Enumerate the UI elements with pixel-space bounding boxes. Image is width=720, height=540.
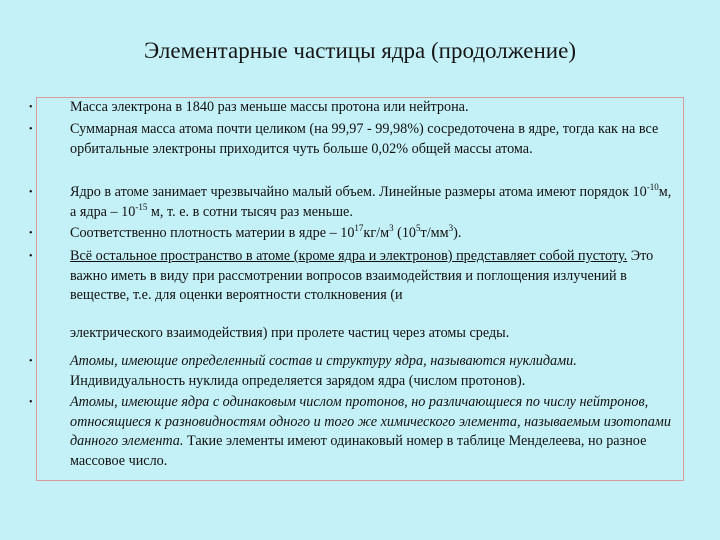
item-text: Соответственно плотность материи в ядре – $10^{17}кг/м^3$ $(10^5т/мм^3)$.	[70, 223, 462, 241]
item-text: электрического взаимодействия) при пролете частиц через атомы среды.	[70, 325, 510, 341]
slide-title: Элементарные частицы ядра (продолжение)	[144, 38, 576, 63]
bullet-icon: •	[29, 124, 33, 135]
item-text: Атомы, имеющие ядра с одинаковым числом протонов, но различающиеся по числу нейтронов, относящиеся к разновидностям одного и того же химического элемента, называемым изотопами данного элемента. Такие элементы имеют одинаковый номер в таблице Менделеева, но разное массовое число.	[70, 394, 671, 469]
bullet-icon: •	[29, 356, 33, 367]
item-text: Суммарная масса атома почти целиком (на 99,97 - 99,98%) сосредоточена в ядре, тогда как на все орбитальные электроны приходится чуть больше 0,02% общей массы атома.	[70, 121, 659, 157]
bullet-icon: •	[29, 251, 33, 262]
item-text: Всё остальное пространство в атоме (кроме ядра и электронов) представляет собой пустоту. Это важно иметь в виду при рассмотрении вопросов взаимодействия и поглощения излучений в веществе, т.е. для оценки вероятности столкновения (и	[70, 248, 654, 303]
item-text: Масса электрона в 1840 раз меньше массы протона или нейтрона.	[70, 99, 469, 115]
bullet-icon: •	[29, 397, 33, 408]
item-text: Ядро в атоме занимает чрезвычайно малый объем. Линейные размеры атома имеют порядок $10^{-10}м$, а ядра – $10^{-15}$ м, т. е. в сотни тысяч раз меньше.	[70, 182, 672, 220]
content-box	[29, 97, 684, 481]
bullet-icon: •	[29, 102, 33, 113]
bullet-icon: •	[29, 228, 33, 239]
bullet-icon: •	[29, 187, 33, 198]
item-text: Атомы, имеющие определенный состав и структуру ядра, называются нуклидами. Индивидуальность нуклида определяется зарядом ядра (числом протонов).	[70, 353, 577, 389]
